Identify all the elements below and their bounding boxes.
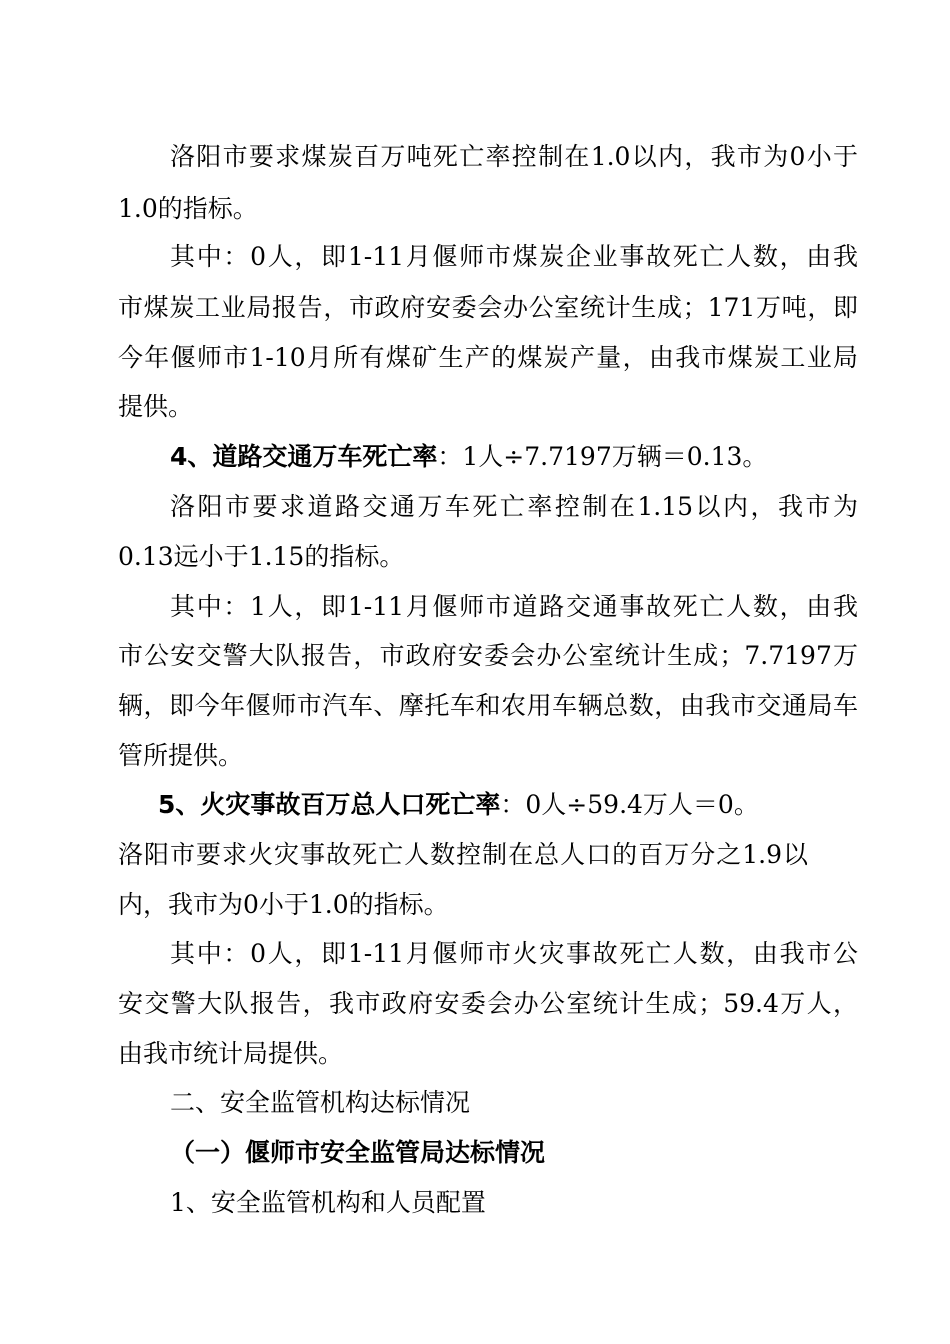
fire-detail-line-1: 其中：0人，即1-11月偃师市火灾事故死亡人数，由我市公 bbox=[170, 939, 858, 968]
coal-detail-line-4: 提供。 bbox=[118, 392, 194, 421]
road-detail-line-3: 辆，即今年偃师市汽车、摩托车和农用车辆总数，由我市交通局车 bbox=[118, 691, 858, 720]
item-one-title: 1、安全监管机构和人员配置 bbox=[170, 1188, 486, 1217]
fire-requirement-line-2: 内，我市为0小于1.0的指标。 bbox=[118, 890, 449, 919]
section-two-title: 二、安全监管机构达标情况 bbox=[170, 1088, 471, 1117]
fire-fatality-formula: ：0人÷59.4万人＝0。 bbox=[500, 790, 759, 819]
subsection-one-title: （一）偃师市安全监管局达标情况 bbox=[170, 1138, 546, 1167]
coal-detail-line-2: 市煤炭工业局报告，市政府安委会办公室统计生成；171万吨，即 bbox=[118, 293, 858, 322]
road-detail-line-2: 市公安交警大队报告，市政府安委会办公室统计生成；7.7197万 bbox=[118, 641, 858, 670]
coal-requirement-line-1: 洛阳市要求煤炭百万吨死亡率控制在1.0以内，我市为0小于 bbox=[170, 142, 858, 171]
road-fatality-label: 4、道路交通万车死亡率 bbox=[170, 442, 438, 471]
fire-requirement-line-1: 洛阳市要求火灾事故死亡人数控制在总人口的百万分之1.9以 bbox=[118, 840, 808, 869]
road-requirement-line-2: 0.13远小于1.15的指标。 bbox=[118, 542, 405, 571]
coal-detail-line-1: 其中：0人，即1-11月偃师市煤炭企业事故死亡人数，由我 bbox=[170, 242, 858, 271]
fire-detail-line-2: 安交警大队报告，我市政府安委会办公室统计生成；59.4万人， bbox=[118, 989, 858, 1018]
coal-requirement-line-2: 1.0的指标。 bbox=[118, 194, 258, 223]
road-detail-line-4: 管所提供。 bbox=[118, 741, 244, 770]
coal-detail-line-3: 今年偃师市1-10月所有煤矿生产的煤炭产量，由我市煤炭工业局 bbox=[118, 343, 858, 372]
road-fatality-heading bbox=[170, 440, 767, 474]
fire-fatality-heading bbox=[158, 788, 759, 822]
road-requirement-line-1: 洛阳市要求道路交通万车死亡率控制在1.15以内，我市为 bbox=[170, 492, 858, 521]
fire-fatality-label: 5、火灾事故百万总人口死亡率 bbox=[158, 790, 501, 819]
fire-detail-line-3: 由我市统计局提供。 bbox=[118, 1039, 344, 1068]
road-fatality-formula: ：1人÷7.7197万辆＝0.13。 bbox=[437, 442, 768, 471]
road-detail-line-1: 其中：1人，即1-11月偃师市道路交通事故死亡人数，由我 bbox=[170, 592, 858, 621]
